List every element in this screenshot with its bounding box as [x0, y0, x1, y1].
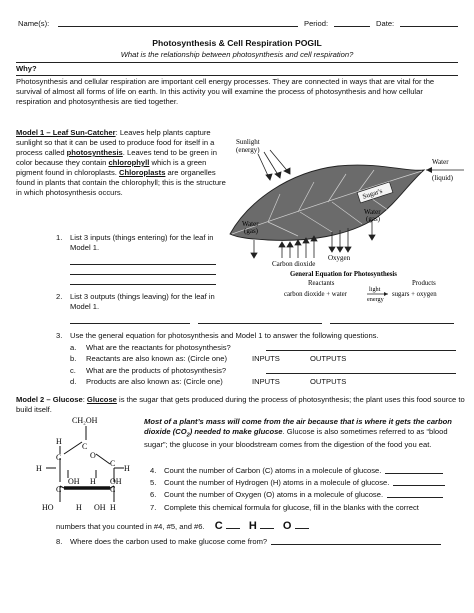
q6-answer-line[interactable] — [387, 490, 443, 498]
q3a-text: What are the reactants for photosynthesis? — [86, 343, 231, 352]
q2-answer-lines — [70, 316, 470, 327]
water-gas-left-1: Water — [242, 220, 259, 228]
model2-colon: : — [82, 395, 87, 404]
q6-text: Count the number of Oxygen (O) atoms in a molecule of glucose. — [164, 490, 384, 499]
ring-carbon-bottom-right: C — [110, 485, 116, 494]
water-gas-right-2: (gas) — [366, 215, 380, 223]
glucose-molecule-diagram — [24, 410, 134, 520]
model1-text-3: which is a green pigment found in chloroplasts. — [16, 158, 207, 178]
model1-text-4: are organelles found in plants that contain the chlorophyll; this is the structure in which photosynthesis occurs. — [16, 168, 226, 198]
water-liquid-label-2: (liquid) — [432, 174, 453, 182]
glucose-formula — [215, 520, 309, 532]
q6-number: 6. — [150, 490, 157, 499]
q1-answer-lines — [70, 258, 230, 285]
q3b-text: Reactants are also known as: (Circle one) — [86, 354, 227, 363]
model1-text-2: . Leaves tend to be green in color because they contain — [16, 148, 217, 168]
water-gas-left-2: (gas) — [244, 227, 258, 235]
q3b-row — [70, 354, 470, 364]
q3c-letter: c. — [70, 366, 76, 375]
co2-subscript: 2 — [186, 432, 190, 439]
q3a-row — [70, 343, 470, 353]
q4-text: Count the number of Carbon (C) atoms in a molecule of glucose. — [164, 466, 382, 475]
q3d-letter: d. — [70, 377, 77, 386]
formula-h: H — [248, 520, 257, 532]
q3c-answer-line[interactable] — [266, 366, 456, 374]
equation-light: light — [369, 286, 381, 293]
question-7 — [150, 503, 470, 513]
ring-carbon-left: C — [56, 453, 62, 462]
equation-right: sugars + oxygen — [392, 291, 437, 298]
q3d-row — [70, 377, 470, 387]
top-h: H — [56, 437, 62, 446]
why-bottom-rule — [16, 75, 458, 76]
question-1 — [56, 233, 226, 253]
formula-o-blank[interactable] — [295, 520, 309, 529]
carbon-dioxide-label: Carbon dioxide — [272, 260, 316, 268]
term-photosynthesis: photosynthesis — [66, 148, 123, 158]
formula-c-blank[interactable] — [226, 520, 240, 529]
why-text: Photosynthesis and cellular respiration are important cell energy processes. They are connected in ways that are vital for the survival of almost all forms of life on earth. In this activity you will examine the process of photosynthesis and how cellular respiration and photosynthesis are tied together. — [16, 77, 435, 107]
name-label: Name(s): — [18, 19, 50, 28]
model1-paragraph — [16, 128, 228, 198]
ring-carbon-top: C — [82, 442, 88, 451]
q5-answer-line[interactable] — [393, 478, 445, 486]
q3b-option-outputs[interactable]: OUTPUTS — [310, 354, 347, 363]
question-6 — [150, 490, 470, 500]
equation-title: General Equation for Photosynthesis — [290, 271, 397, 278]
q7-continuation — [56, 519, 474, 534]
ring-oh-left: OH — [68, 477, 80, 486]
q3b-letter: b. — [70, 354, 77, 363]
model1-heading: Model 1 – Leaf Sun-Catcher — [16, 128, 116, 137]
header-row — [18, 19, 458, 31]
model2-heading: Model 2 – Glucose — [16, 395, 83, 404]
q2-answer-line[interactable] — [330, 316, 454, 324]
formula-o: O — [282, 520, 292, 532]
model2-bold-text-end: ) needed to make glucose — [189, 427, 283, 437]
sugars-label: Sugar's — [361, 186, 384, 201]
period-field[interactable] — [334, 19, 370, 27]
ring-oxygen: O — [90, 451, 96, 460]
term-chlorophyll: chlorophyll — [108, 158, 150, 168]
why-heading: Why? — [16, 64, 37, 73]
bottom-h: H — [76, 503, 82, 512]
ring-h-inner: H — [90, 477, 96, 486]
water-liquid-label-1: Water — [432, 158, 449, 166]
q3d-option-outputs[interactable]: OUTPUTS — [310, 377, 347, 386]
ring-carbon-bottom-left: C — [56, 485, 62, 494]
q3d-text: Products are also known as: (Circle one) — [86, 377, 223, 386]
q3d-option-inputs[interactable]: INPUTS — [252, 377, 280, 386]
q3-text: Use the general equation for photosynthesis and Model 1 to answer the following questions. — [70, 331, 379, 340]
question-5 — [150, 478, 470, 488]
q8-number: 8. — [56, 537, 63, 546]
formula-h-blank[interactable] — [260, 520, 274, 529]
leaf-diagram — [228, 132, 468, 312]
date-field[interactable] — [400, 19, 458, 27]
q2-answer-line[interactable] — [70, 316, 190, 324]
question-2 — [56, 292, 226, 312]
q7-number: 7. — [150, 503, 157, 512]
bottom-right-h: H — [110, 503, 116, 512]
energy-label: (energy) — [236, 146, 260, 154]
q3b-option-inputs[interactable]: INPUTS — [252, 354, 280, 363]
q2-text: List 3 outputs (things leaving) for the leaf in Model 1. — [70, 292, 215, 312]
q3c-text: What are the products of photosynthesis? — [86, 366, 227, 375]
water-gas-right-1: Water — [364, 208, 381, 216]
ch2oh-group: CH₂OH — [72, 416, 98, 425]
page-subtitle: What is the relationship between photosynthesis and cell respiration? — [120, 50, 354, 59]
q7-cont-text: numbers that you counted in #4, #5, and #6. — [56, 522, 205, 531]
q2-answer-line[interactable] — [198, 316, 322, 324]
ring-oh-right: OH — [110, 477, 122, 486]
products-label: Products — [412, 280, 436, 287]
name-field[interactable] — [58, 19, 298, 27]
q3-number: 3. — [56, 331, 63, 340]
sunlight-arrows — [258, 150, 290, 180]
q3a-answer-line[interactable] — [266, 343, 456, 351]
q7-text: Complete this chemical formula for glucose, fill in the blanks with the correct — [164, 503, 419, 512]
q5-text: Count the number of Hydrogen (H) atoms in a molecule of glucose. — [164, 478, 390, 487]
ring-carbon-right: C — [110, 459, 116, 468]
bottom-ho: HO — [42, 503, 54, 512]
q8-answer-line[interactable] — [271, 537, 441, 545]
question-4 — [150, 466, 470, 476]
left-h: H — [36, 464, 42, 473]
sunlight-label: Sunlight — [236, 138, 260, 146]
q1-text: List 3 inputs (things entering) for the leaf in Model 1. — [70, 233, 214, 253]
period-label: Period: — [304, 19, 329, 28]
q3a-letter: a. — [70, 343, 77, 352]
formula-c: C — [214, 520, 223, 532]
why-top-rule — [16, 62, 458, 63]
q1-answer-line[interactable] — [70, 275, 216, 285]
question-8 — [56, 537, 474, 547]
question-3 — [56, 331, 466, 341]
q1-answer-line[interactable] — [70, 265, 216, 275]
q1-answer-line[interactable] — [70, 258, 216, 265]
oxygen-label: Oxygen — [328, 254, 351, 262]
q8-text: Where does the carbon used to make glucose come from? — [70, 537, 268, 546]
q2-number: 2. — [56, 292, 63, 301]
term-glucose: Glucose — [86, 395, 117, 404]
equation-left: carbon dioxide + water — [284, 291, 347, 298]
model2-text-2: . Glucose is also sometimes referred to as “blood sugar”; the glucose in your bloodstream comes from the digestion of the food you eat. — [144, 427, 448, 449]
model1-text-1: : Leaves help plants capture sunlight so that it can be used to produce food for itself in a process called — [16, 128, 215, 158]
page-title: Photosynthesis & Cell Respiration POGIL — [152, 38, 322, 48]
bottom-oh: OH — [94, 503, 106, 512]
date-label: Date: — [376, 19, 395, 28]
model2-paragraph — [144, 417, 462, 450]
term-chloroplasts: Chloroplasts — [119, 168, 166, 178]
q1-number: 1. — [56, 233, 63, 242]
reactants-label: Reactants — [308, 280, 335, 287]
right-h: H — [124, 464, 130, 473]
q5-number: 5. — [150, 478, 157, 487]
model2-bold-text: Most of a plant’s mass will come from the air because that is where it gets the carbon dioxide (CO — [144, 417, 452, 437]
model2-text-1: is the sugar that gets produced during the process of photosynthesis; the plant uses this food source to build itself. — [16, 395, 465, 415]
equation-energy: energy — [367, 296, 384, 303]
q3c-row — [70, 366, 470, 376]
q4-number: 4. — [150, 466, 157, 475]
q4-answer-line[interactable] — [385, 466, 443, 474]
